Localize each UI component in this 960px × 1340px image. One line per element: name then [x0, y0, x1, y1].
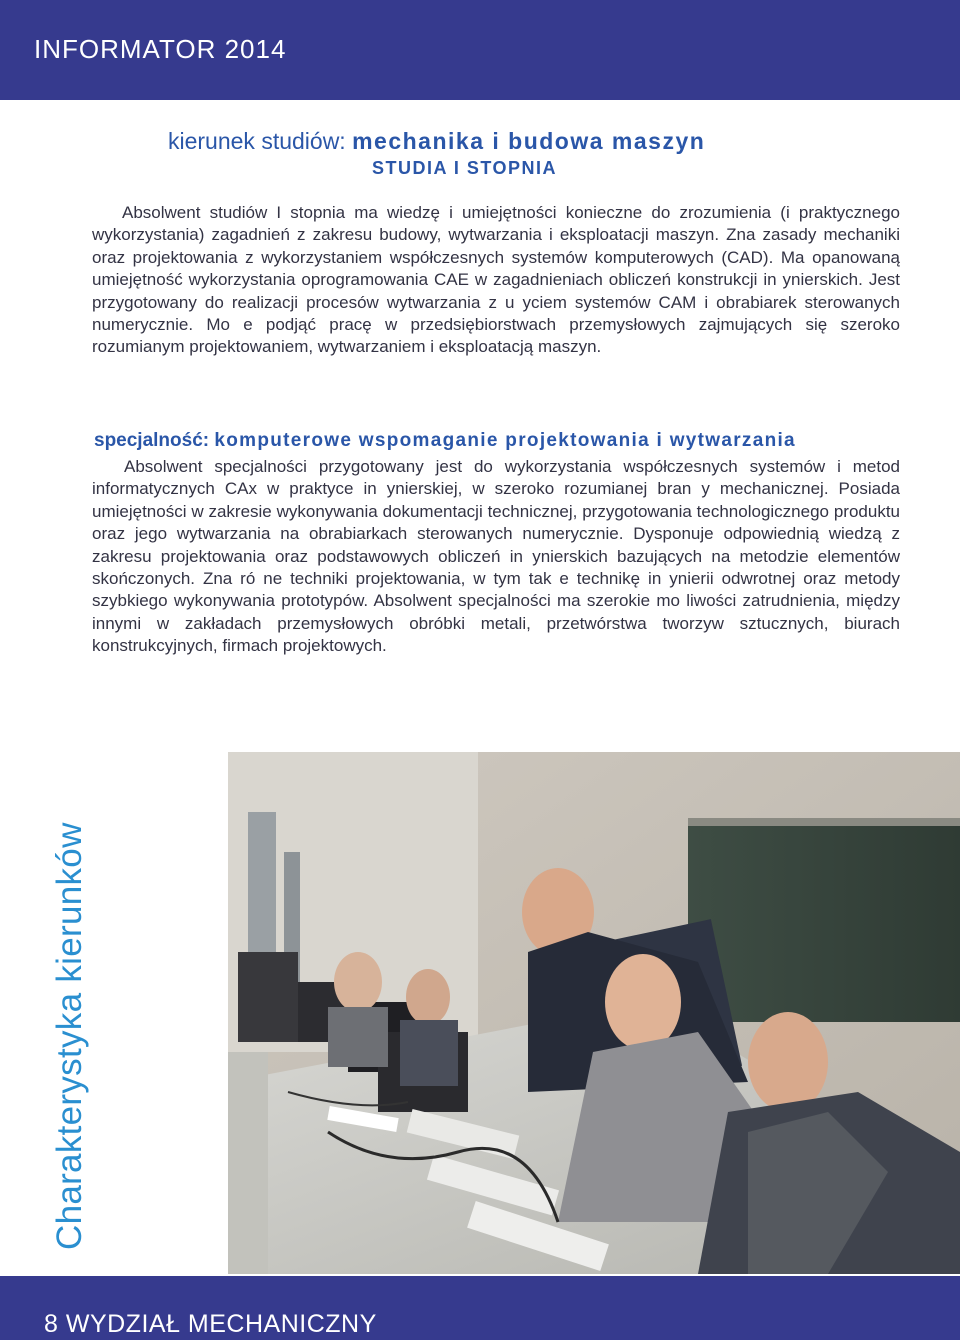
specialization-name: komputerowe wspomaganie projektowania i wytwarzania: [214, 430, 796, 451]
heading-prefix: kierunek studiów:: [168, 128, 353, 154]
study-level: STUDIA I STOPNIA: [372, 158, 558, 178]
specialization-prefix: specjalność:: [94, 430, 215, 451]
page-number: 8: [44, 1310, 59, 1338]
classroom-photo-illustration: [228, 752, 960, 1274]
header-title: INFORMATOR 2014: [34, 34, 287, 64]
classroom-photo: [228, 752, 960, 1274]
field-of-study-name: mechanika i budowa maszyn: [352, 128, 706, 154]
field-of-study-heading: [168, 128, 705, 155]
footer-text: [44, 1310, 377, 1339]
side-section-label: Charakterystyka kierunków: [50, 822, 89, 1250]
faculty-name: WYDZIAŁ MECHANICZNY: [65, 1310, 377, 1338]
specialization-heading: [94, 430, 796, 452]
specialization-description: Absolwent specjalności przygotowany jest do wykorzystania współczesnych systemów i metod informatycznych CAx w praktyce in ynierskiej, w szeroko rozumianej bran y mechanicznej. Posiada umiejętności w zakresie wykonywania dokumentacji technicznej, przygotowania technologicznego produktu oraz jego wytwarzania na obrabiarkach sterowanych numerycznie. Dysponuje odpowiednią wiedzą z zakresu projektowania oraz podstawowych obliczeń in ynierskich bazujących na metodzie elementów skończonych. Zna ró ne techniki projektowania, w tym tak e technikę in ynierii odwrotnej oraz metody szybkiego wykonywania prototypów. Absolwent specjalności ma szerokie mo liwości zatrudnienia, między innymi w zakładach przemysłowych obróbki metali, przetwórstwa tworzyw sztucznych, biurach konstrukcyjnych, firmach projektowych.: [92, 457, 900, 656]
graduate-description: Absolwent studiów I stopnia ma wiedzę i umiejętności konieczne do zrozumienia (i praktycznego wykorzystania) zagadnień z zakresu budowy, wytwarzania i eksploatacji maszyn. Zna zasady mechaniki oraz projektowania z wykorzystaniem współczesnych systemów komputerowych (CAD). Ma opanowaną umiejętność wykorzystania oprogramowania CAE w zagadnieniach obliczeń konstrukcji in ynierskich. Jest przygotowany do realizacji procesów wytwarzania z u yciem systemów CAM i obrabiarek sterowanych numerycznie. Mo e podjąć pracę w przedsiębiorstwach przemysłowych zajmujących się szeroko rozumianym projektowaniem, wytwarzaniem i eksploatacją maszyn.: [92, 203, 900, 357]
